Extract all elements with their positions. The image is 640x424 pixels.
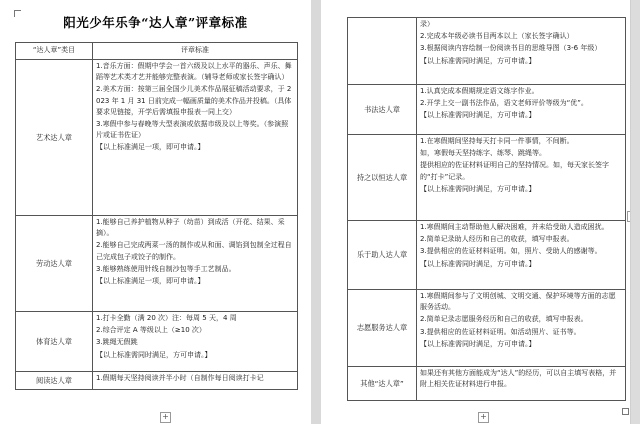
table-row bbox=[16, 372, 298, 390]
criteria-line: 1.能够自己养护植物从种子（幼苗）到成活（开花、结果、采摘）。 bbox=[96, 218, 285, 238]
criteria-line: 1.认真完成本假期规定语文练字作业。 bbox=[420, 87, 539, 95]
criteria-line: 如果还有其他方面能成为“达人”的经历，可以自主填写表格，并附上相关佐证材料进行申报。 bbox=[420, 369, 617, 389]
page-title: 阳光少年乐争“达人章”评章标准 bbox=[63, 15, 248, 30]
criteria-table-left bbox=[15, 42, 298, 390]
criteria-line: 2.开学上交一副书法作品，语文老师评价等级为“优”。 bbox=[420, 99, 588, 108]
criteria-table-right bbox=[347, 17, 626, 401]
category-cell: 体育达人章 bbox=[16, 312, 93, 372]
criteria-line: 3.跳绳无假跳 bbox=[96, 338, 138, 347]
criteria-line: 1.打卡全勤（满 20 次）注：每周 5 天，4 周 bbox=[96, 314, 237, 322]
criteria-cell bbox=[93, 60, 298, 216]
criteria-cell bbox=[417, 18, 626, 85]
table-row bbox=[348, 85, 626, 135]
table-row bbox=[348, 221, 626, 290]
criteria-line: 2.综合评定 A 等级以上（≥10 次） bbox=[96, 326, 206, 335]
criteria-line: 如，寒假每天坚持练字、练琴、跳绳等。 bbox=[420, 149, 546, 158]
criteria-cell bbox=[93, 216, 298, 312]
table-row bbox=[348, 135, 626, 221]
vertical-scrollbar[interactable] bbox=[630, 0, 640, 424]
criteria-line: 3.能够熟练使用针线自制沙包等手工艺制品。 bbox=[96, 264, 236, 273]
criteria-cell bbox=[417, 367, 626, 401]
category-cell: 书法达人章 bbox=[348, 85, 417, 135]
category-cell: 志愿服务达人章 bbox=[348, 290, 417, 367]
criteria-line: 3.提供相应的佐证材料证明。如活动照片、证书等。 bbox=[420, 327, 581, 336]
criteria-line: 【以上标准需同时满足，方可申请。】 bbox=[420, 111, 536, 120]
criteria-line: 【以上标准需同时满足，方可申请。】 bbox=[420, 259, 536, 268]
category-cell bbox=[348, 18, 417, 85]
criteria-cell bbox=[417, 135, 626, 221]
criteria-line: 1.寒假期间参与了文明创城、文明交通、保护环境等方面的志愿服务活动。 bbox=[420, 292, 616, 312]
criteria-line: 3.寒假中参与春晚等大型表演或依据市级及以上等奖。（参演照片或证书佐证） bbox=[96, 119, 289, 140]
criteria-line: 2.完成本年级必读书目两本以上（家长签字确认） bbox=[420, 32, 574, 41]
criteria-line: 【以上标准需同时满足，方可申请。】 bbox=[420, 184, 536, 193]
criteria-line: 2.能够自己完成两菜一汤的制作或从和面、调馅到包制全过程自己完成包子或饺子的制作。 bbox=[96, 241, 292, 261]
criteria-line: 【以上标准满足一项，即可申请。】 bbox=[96, 143, 205, 152]
table-row bbox=[16, 312, 298, 372]
table-row bbox=[348, 18, 626, 85]
table-add-row-button-right[interactable]: + bbox=[478, 412, 489, 423]
table-header-row bbox=[16, 43, 298, 60]
category-cell: 艺术达人章 bbox=[16, 60, 93, 216]
page-gutter bbox=[311, 0, 321, 424]
table-add-row-button[interactable]: + bbox=[160, 412, 171, 423]
table-resize-handle[interactable] bbox=[622, 408, 629, 415]
criteria-line: 录） bbox=[420, 20, 434, 28]
criteria-line: 【以上标准需同时满足，方可申请。】 bbox=[420, 56, 536, 65]
criteria-line: 1.假期每天坚持阅读并半小时（自制作每日阅读打卡记 bbox=[96, 374, 264, 382]
table-row bbox=[348, 290, 626, 367]
table-row bbox=[348, 367, 626, 401]
criteria-line: 【以上标准满足一项，即可申请。】 bbox=[96, 276, 205, 285]
left-page bbox=[0, 0, 311, 424]
criteria-line: 【以上标准需同时满足，方可申请。】 bbox=[96, 350, 212, 359]
criteria-cell bbox=[93, 372, 298, 390]
criteria-cell bbox=[93, 312, 298, 372]
criteria-line: 3.根据阅读内容绘制一份阅读书目的思维导图（3-6 年级） bbox=[420, 44, 602, 53]
criteria-line: 2.美术方面：按第三届全国少儿美术作品展征稿活动要求，于 2023 年 1 月 31 日前完成一幅画质量的美术作品并投稿。（具体要求见链接，开学后需填报申报表一同上交） bbox=[96, 85, 292, 116]
criteria-line: 2.简单记录助人经历和自己的收获，填写申报表。 bbox=[420, 235, 574, 244]
table-row bbox=[16, 60, 298, 216]
right-page bbox=[321, 0, 631, 424]
criteria-line: 1.音乐方面：假期中学会一首六级及以上水平的器乐、声乐、舞蹈等艺术类才艺并能够完整表演。（辅导老师或家长签字确认） bbox=[96, 62, 292, 82]
category-cell: 持之以恒达人章 bbox=[348, 135, 417, 221]
criteria-line: 2.简单记录志愿服务经历和自己的收获，填写申报表。 bbox=[420, 315, 588, 324]
category-cell: 劳动达人章 bbox=[16, 216, 93, 312]
criteria-line: 1.寒假期间主动帮助他人解决困难，并未给受助人造成困扰。 bbox=[420, 223, 609, 231]
criteria-line: 1.在寒假期间坚持每天打卡同一件事情，不间断。 bbox=[420, 137, 574, 145]
criteria-cell bbox=[417, 85, 626, 135]
criteria-line: 3.提供相应的佐证材料证明。如，照片、受助人的感谢等。 bbox=[420, 247, 602, 256]
category-cell: 阅读达人章 bbox=[16, 372, 93, 390]
category-cell: 乐于助人达人章 bbox=[348, 221, 417, 290]
criteria-line: 提供相应的佐证材料证明自己的坚持情况。如，每天家长签字的“打卡”记录。 bbox=[420, 161, 609, 181]
criteria-cell bbox=[417, 221, 626, 290]
criteria-column-header: 评章标准 bbox=[93, 43, 298, 60]
table-row bbox=[16, 216, 298, 312]
category-column-header: “达人章”类目 bbox=[16, 43, 93, 60]
category-cell: 其他“达人章” bbox=[348, 367, 417, 401]
criteria-line: 【以上标准需同时满足，方可申请。】 bbox=[420, 339, 536, 348]
criteria-cell bbox=[417, 290, 626, 367]
